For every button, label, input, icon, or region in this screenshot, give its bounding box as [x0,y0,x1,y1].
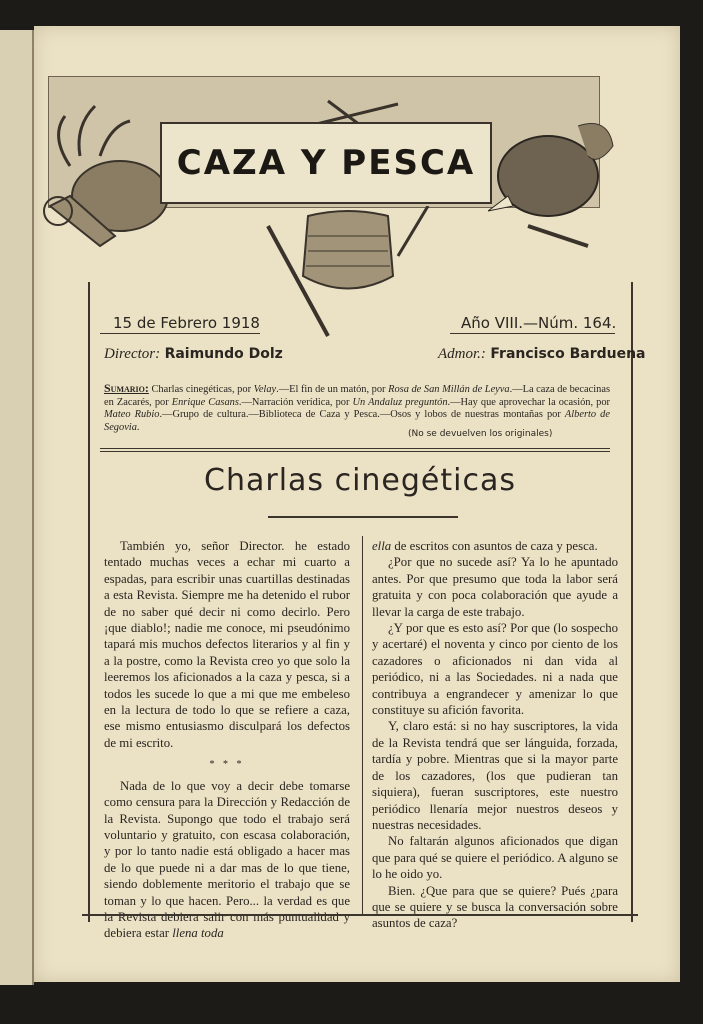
originals-note: (No se devuelven los originales) [408,429,553,439]
summary-text: .—Hay que aprovechar la ocasión, por [447,396,610,408]
summary-author: Mateo Rubio [104,409,160,421]
admor-label: Admor.: [438,346,486,362]
summary-author: Alberto de Segovia [104,409,610,433]
paragraph-italic: ella [372,539,392,553]
section-separator: * * * [209,759,245,771]
admor-name: Francisco Barduena [490,346,646,362]
issue-number: Año VIII.—Núm. 164. [461,314,617,332]
summary-text: Charlas cinegéticas, por [148,384,254,395]
summary-text: .—Narración verídica, por [238,396,353,408]
summary-text: . [136,421,140,433]
director-name: Raimundo Dolz [164,346,283,362]
director-label: Director: [104,346,161,362]
boar-head-icon [488,106,618,256]
article-column-right [372,538,618,932]
article-column-left [104,538,350,942]
masthead-illustration [48,76,598,254]
header-divider-thin [100,451,610,452]
date-underline [100,333,260,334]
summary-author: Enrique Casans [171,396,239,408]
article-title: Charlas cinegéticas [204,463,516,498]
summary-author: Rosa de San Millán de Leyva [388,384,510,395]
summary-text: .—La caza de becacinas en Zacarés, por [104,384,610,408]
paragraph-text: Nada de lo que voy a decir debe tomarse como censura para la Dirección y Redacción de la Revista. Supongo que todo el trabajo será voluntario y gratuito, con escasa colaboración, y por lo tanto nadie está obligado a hacer mas de lo que puede ni a dar mas de lo que tiene, siendo doblemente meritorio el trabajo que se toman y lo que hacen. Pero... la verdad es que la Revista debiera salir con más puntualidad y debiera estar [104,778,350,941]
issue-date: 15 de Febrero 1918 [113,314,260,332]
header-divider [100,448,610,449]
paragraph [372,538,618,554]
summary-label: Sumario: [104,381,149,395]
paragraph: ¿Por que no sucede así? Ya lo he apuntado antes. Por que presumo que toda la labor será gratuita y con poca colaboración que ayude a llevar la carga de este trabajo. [372,555,618,619]
summary-author: Velay [253,384,277,395]
summary-text: .—Grupo de cultura.—Biblioteca de Caza y Pesca.—Osos y lobos de nuestras montañas por [159,409,565,421]
summary-text: .—El fin de un matón, por [276,384,389,395]
summary-box [104,382,610,434]
column-divider [362,536,363,914]
director-line [104,346,283,363]
footer-rule [82,914,638,916]
magazine-title: CAZA Y PESCA [176,143,476,183]
paragraph-text: de escritos con asuntos de caza y pesca. [391,539,598,553]
magazine-title-box [160,122,492,204]
issue-underline [450,333,615,334]
summary-author: Un Andaluz preguntón [352,396,448,408]
paragraph: Bien. ¿Que para que se quiere? Pués ¿para que se quiere y se busca la conversación sobre asuntos de caza? [372,883,618,931]
admor-line [438,346,646,363]
paragraph: ¿Y por que es esto así? Por que (lo sospecho y acertaré) el noventa y cinco por ciento de los cazadores o aficionados ni dan vida al periódico, ni a las Sociedades. ni a nada que contribuya a engrandecer y amenizar lo que constituye su afición favorita. [372,621,618,718]
paragraph [104,778,350,942]
paragraph: No faltarán algunos aficionados que digan que para qué se quiere el periódico. A alguno se lo he oido yo. [372,834,618,882]
paragraph: También yo, señor Director. he estado tentado muchas veces a echar mi cuarto a espadas, para escribir unas cuartillas destinadas a esta Revista. Siempre me ha detenido el rubor de no saber qué decir ni como decirlo. Pero ¡que diablo!; nadie me conoce, mi pseudónimo tapará mis muchos defectos literarios y al fin y a la postre, como la Revista creo yo que solo la leeremos los aficionados a la caza y pesca, si a todos les sucede lo que a mi que me embeleso en la lectura de todo lo que se refiere a caza, ese mismo entusiasmo disculpará los defectos de mi escrito. [104,539,350,750]
paragraph: Y, claro está: si no hay suscriptores, la vida de la Revista tendrá que ser lánguida, forzada, tardía y pobre. Mientras que si la mayor parte de los cazadores, (los que pudieran tan siquiera), fueran suscriptores, este nuestro periódico llenaría mejor nuestros deseos y nuestras necesidades. [372,719,618,832]
paragraph-italic: llena toda [172,926,224,941]
facing-page-edge [0,30,34,985]
title-underline [268,516,458,518]
